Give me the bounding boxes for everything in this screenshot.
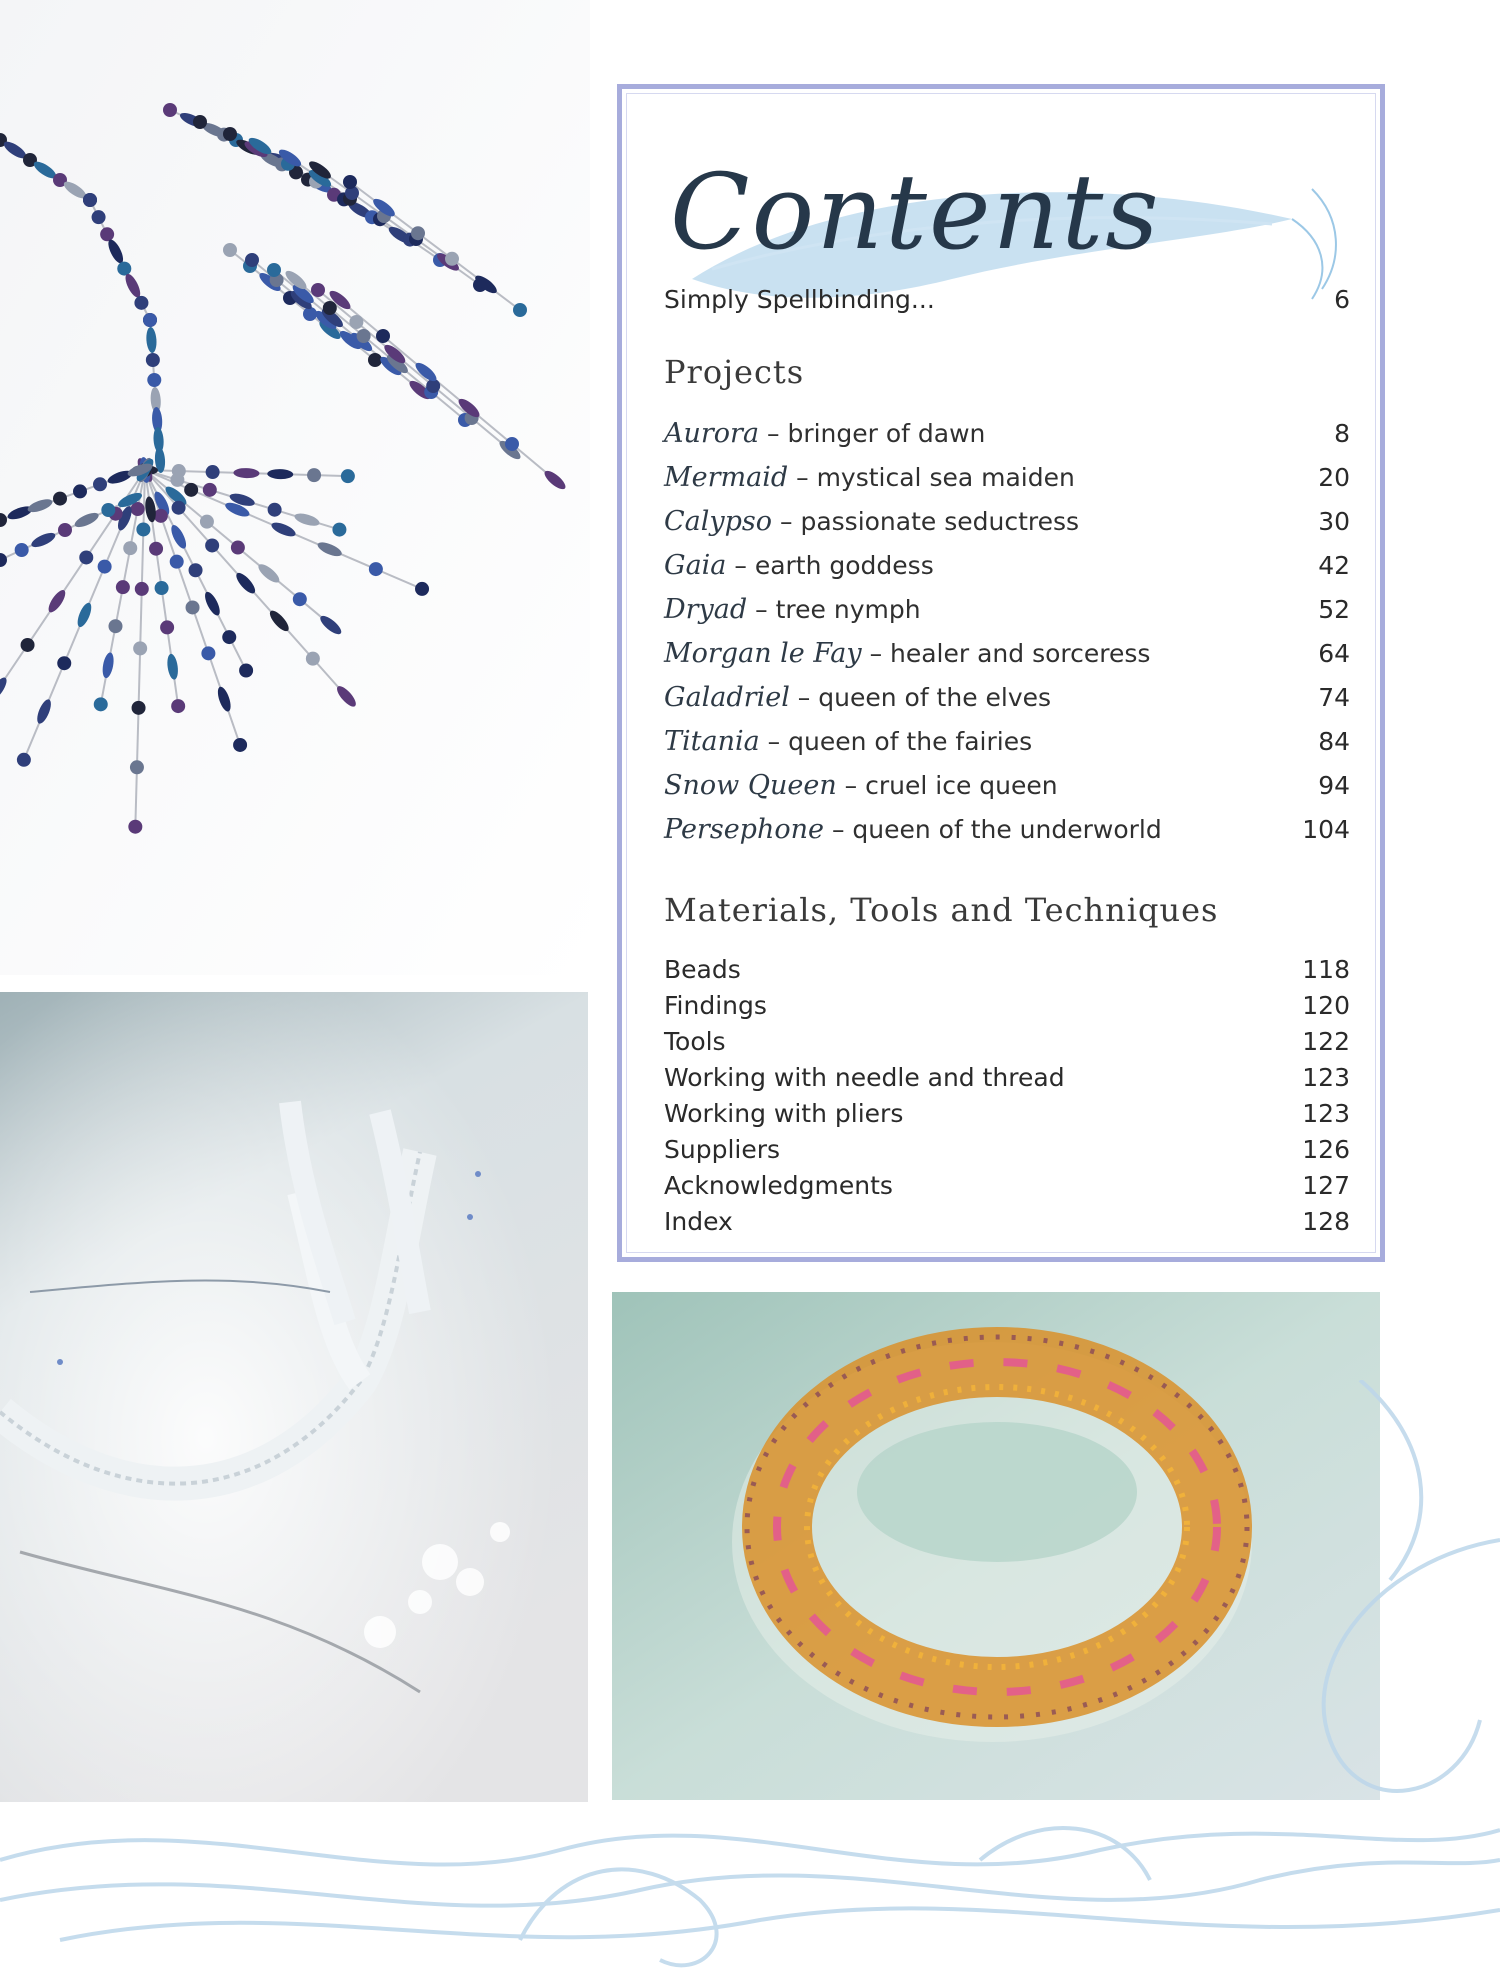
project-name: Gaia [664,550,727,581]
project-name: Dryad [664,594,748,625]
project-description: queen of the fairies [788,727,1033,756]
project-description: bringer of dawn [787,419,986,448]
project-description: tree nymph [775,595,921,624]
project-description: queen of the elves [818,683,1052,712]
toc-project-entry[interactable]: Gaia – earth goddess 42 [664,550,1350,581]
toc-page-number: 120 [1302,991,1350,1020]
toc-project-entry[interactable]: Aurora – bringer of dawn 8 [664,418,1350,449]
toc-entry-label: Working with needle and thread [664,1063,1065,1092]
project-name: Morgan le Fay [664,638,862,669]
toc-project-entry[interactable]: Galadriel – queen of the elves 74 [664,682,1350,713]
toc-materials-entry[interactable] [664,1207,1350,1237]
toc-project-entry[interactable]: Mermaid – mystical sea maiden 20 [664,462,1350,493]
project-name: Calypso [664,506,773,537]
materials-heading: Materials, Tools and Techniques [664,891,1219,929]
toc-materials-entry[interactable] [664,1099,1350,1129]
toc-materials-entry[interactable] [664,1135,1350,1165]
project-description: healer and sorceress [890,639,1151,668]
toc-project-entry[interactable]: Calypso – passionate seductress 30 [664,506,1350,537]
necklace-photo [0,0,590,975]
toc-materials-entry[interactable] [664,1027,1350,1057]
project-name: Persephone [664,814,824,845]
toc-page-number: 126 [1302,1135,1350,1164]
toc-intro-entry[interactable] [664,285,1350,315]
toc-materials-entry[interactable] [664,1171,1350,1201]
contents-panel [617,84,1385,1262]
toc-entry-label: Index [664,1207,733,1236]
contents-title: Contents [670,151,1161,273]
toc-page-number: 118 [1302,955,1350,984]
toc-entry-label: Beads [664,955,741,984]
toc-project-entry[interactable]: Dryad – tree nymph 52 [664,594,1350,625]
project-description: earth goddess [754,551,934,580]
project-name: Galadriel [664,682,790,713]
project-name: Snow Queen [664,770,837,801]
toc-page-number: 64 [1318,639,1350,668]
toc-page-number: 6 [1334,285,1350,314]
project-description: queen of the underworld [852,815,1162,844]
toc-page-number: 42 [1318,551,1350,580]
toc-page-number: 20 [1318,463,1350,492]
toc-project-entry[interactable]: Morgan le Fay – healer and sorceress 64 [664,638,1350,669]
toc-page-number: 74 [1318,683,1350,712]
tiara-photo [0,992,588,1802]
toc-entry-label: Working with pliers [664,1099,904,1128]
toc-page-number: 127 [1302,1171,1350,1200]
toc-page-number: 128 [1302,1207,1350,1236]
project-name: Mermaid [664,462,789,493]
toc-page-number: 84 [1318,727,1350,756]
project-name: Titania [664,726,760,757]
toc-materials-entry[interactable] [664,1063,1350,1093]
toc-entry-label: Simply Spellbinding... [664,285,935,314]
project-name: Aurora [664,418,760,449]
projects-heading: Projects [664,353,805,391]
toc-page-number: 30 [1318,507,1350,536]
toc-page-number: 123 [1302,1063,1350,1092]
toc-entry-label: Acknowledgments [664,1171,893,1200]
toc-page-number: 104 [1302,815,1350,844]
toc-entry-label: Tools [664,1027,726,1056]
toc-materials-entry[interactable] [664,991,1350,1021]
toc-page-number: 8 [1334,419,1350,448]
toc-materials-entry[interactable] [664,955,1350,985]
bracelet-photo [612,1292,1380,1800]
toc-project-entry[interactable]: Snow Queen – cruel ice queen 94 [664,770,1350,801]
toc-project-entry[interactable]: Persephone – queen of the underworld 104 [664,814,1350,845]
toc-page-number: 94 [1318,771,1350,800]
project-description: passionate seductress [800,507,1080,536]
toc-page-number: 52 [1318,595,1350,624]
toc-page-number: 123 [1302,1099,1350,1128]
project-description: cruel ice queen [865,771,1058,800]
toc-page-number: 122 [1302,1027,1350,1056]
toc-entry-label: Suppliers [664,1135,781,1164]
toc-project-entry[interactable]: Titania – queen of the fairies 84 [664,726,1350,757]
project-description: mystical sea maiden [816,463,1075,492]
toc-entry-label: Findings [664,991,767,1020]
